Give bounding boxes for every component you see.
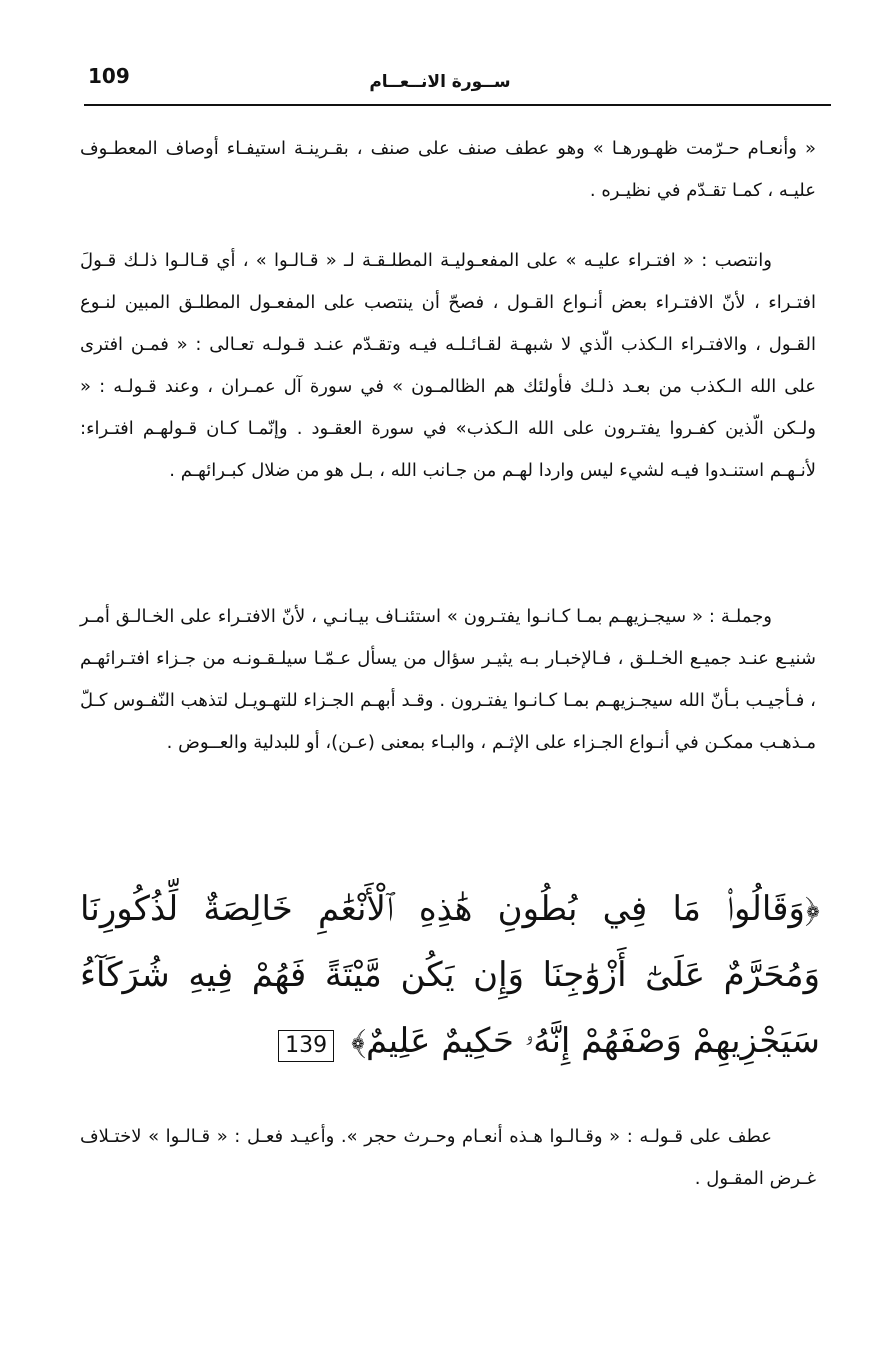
- page-number: 109: [88, 64, 130, 88]
- paragraph-3: [80, 596, 816, 764]
- header-rule: [84, 104, 831, 106]
- paragraph-3-text: وجملـة : « سيجـزيهـم بمـا كـانـوا يفتـرون » استئنـاف بيـانـي ، لأنّ الافتـراء على الخـالـق أمـر شنيـع عنـد جميـع الخـلـق ، فـالإخبـار بـه يثيـر سؤال من يسأل عـمّـا سيلـقـونـه من جـزاء افتـرائهـم ، فـأجيـب بـأنّ الله سيجـزيهـم بمـا كـانـوا يفتـرون . وقـد أبهـم الجـزاء للتهـويـل لتذهب النّفـوس كـلّ مـذهـب ممكـن في أنـواع الجـزاء على الإثـم ، والبـاء بمعنى (عـن)، أو للبدلية والعــوض .: [80, 606, 816, 753]
- verse-text: ﴿وَقَالُوا۟ مَا فِي بُطُونِ هَٰذِهِ ٱلْأَنْعَٰمِ خَالِصَةٌ لِّذُكُورِنَا وَمُحَرَّمٌ عَلَىٰٓ أَزْوَٰجِنَا وَإِن يَكُن مَّيْتَةً فَهُمْ فِيهِ شُرَكَآءُ سَيَجْزِيهِمْ وَصْفَهُمْ إِنَّهُۥ حَكِيمٌ عَلِيمٌ﴾: [80, 889, 820, 1061]
- paragraph-4: [80, 1116, 816, 1200]
- paragraph-4-text: عطف على قـولـه : « وقـالـوا هـذه أنعـام وحـرث حجر ». وأعيـد فعـل : « قـالـوا » لاختـلاف غـرض المقـول .: [80, 1126, 816, 1189]
- paragraph-2: [80, 240, 816, 492]
- running-title: ســورة الانــعــام: [369, 72, 511, 92]
- paragraph-1: [80, 128, 816, 212]
- paragraph-2-text: وانتصب : « افتـراء عليـه » على المفعـوليـة المطلـقـة لـ « قـالـوا » ، أي قـالـوا ذلـك قـولَ افتـراء ، لأنّ الافتـراء بعض أنـواع القـول ، فصحّ أن ينتصب على المفعـول المطلـق المبين لنـوع القـول ، والافتـراء الـكذب الّذي لا شبهـة لقـائـلـه فيـه وتقـدّم عنـد قـولـه تعـالى : « فمـن افترى على الله الـكذب من بعـد ذلـك فأولئك هم الظالمـون » في سورة آل عمـران ، وعند قـولـه : « ولـكن الّذين كفـروا يفتـرون على الله الـكذب» في سورة العقـود . وإنّمـا كـان قـولهـم افتـراء: لأنـهـم استنـدوا فيـه لشيء ليس واردا لهـم من جـانب الله ، بـل هو من ضلال كبـرائهـم .: [80, 250, 816, 481]
- quran-verse: [80, 876, 820, 1074]
- verse-number: 139: [278, 1030, 334, 1062]
- paragraph-1-text: « وأنعـام حـرّمت ظهـورهـا » وهو عطف صنف على صنف ، بقـرينـة استيفـاء أوصاف المعطـوف عليـه ، كمـا تقـدّم في نظيـره .: [80, 138, 816, 201]
